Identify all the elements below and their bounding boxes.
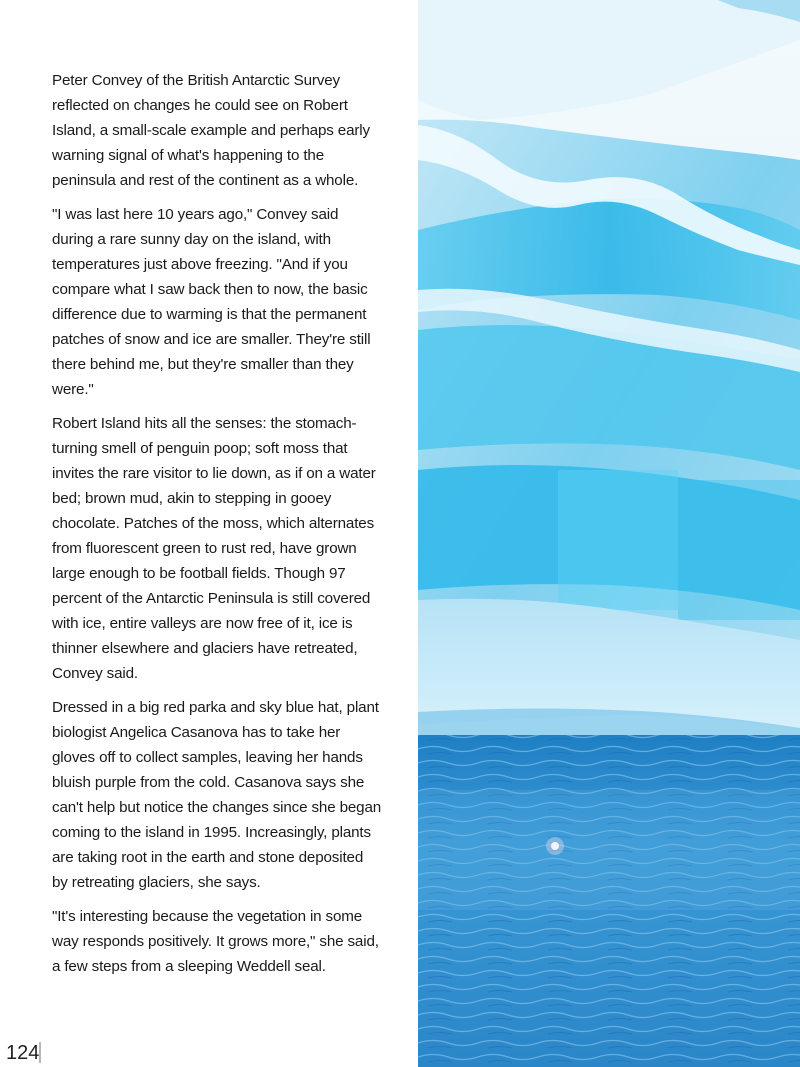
article-paragraph-2: "I was last here 10 years ago," Convey said during a rare sunny day on the island, with temperatures just above freezing. "And if you compare what I saw back then to now, the basic difference due to warming is that the permanent patches of snow and ice are smaller. They're still there behind me, but they're smaller than they were." bbox=[52, 206, 371, 398]
article-paragraph-3: Robert Island hits all the senses: the stomach-turning smell of penguin poop; soft moss that invites the rare visitor to lie down, as if on a water bed; brown mud, akin to stepping in gooey chocolate. Patches of the moss, which alternates from fluorescent green to rust red, have grown large enough to be football fields. Though 97 percent of the Antarctic Peninsula is still covered with ice, entire valleys are now free of it, ice is thinner elsewhere and glaciers have retreated, Convey said. bbox=[52, 415, 376, 682]
article-body bbox=[52, 68, 382, 988]
page-number-divider bbox=[39, 1042, 41, 1063]
article-paragraph-5: "It's interesting because the vegetation in some way responds positively. It grows more," she said, a few steps from a sleeping Weddell seal. bbox=[52, 908, 379, 975]
article-paragraph-4: Dressed in a big red parka and sky blue hat, plant biologist Angelica Casanova has to take her gloves off to collect samples, leaving her hands bluish purple from the cold. Casanova says she can't help but notice the changes since she began coming to the island in 1995. Increasingly, plants are taking root in the earth and stone deposited by retreating glaciers, she says. bbox=[52, 699, 382, 891]
article-paragraph-1: Peter Convey of the British Antarctic Survey reflected on changes he could see on Robert Island, a small-scale example and perhaps early warning signal of what's happening to the peninsula and rest of the continent as a whole. bbox=[52, 72, 370, 189]
page-number: 124 bbox=[6, 1042, 40, 1064]
iceberg-photo bbox=[418, 0, 800, 1067]
